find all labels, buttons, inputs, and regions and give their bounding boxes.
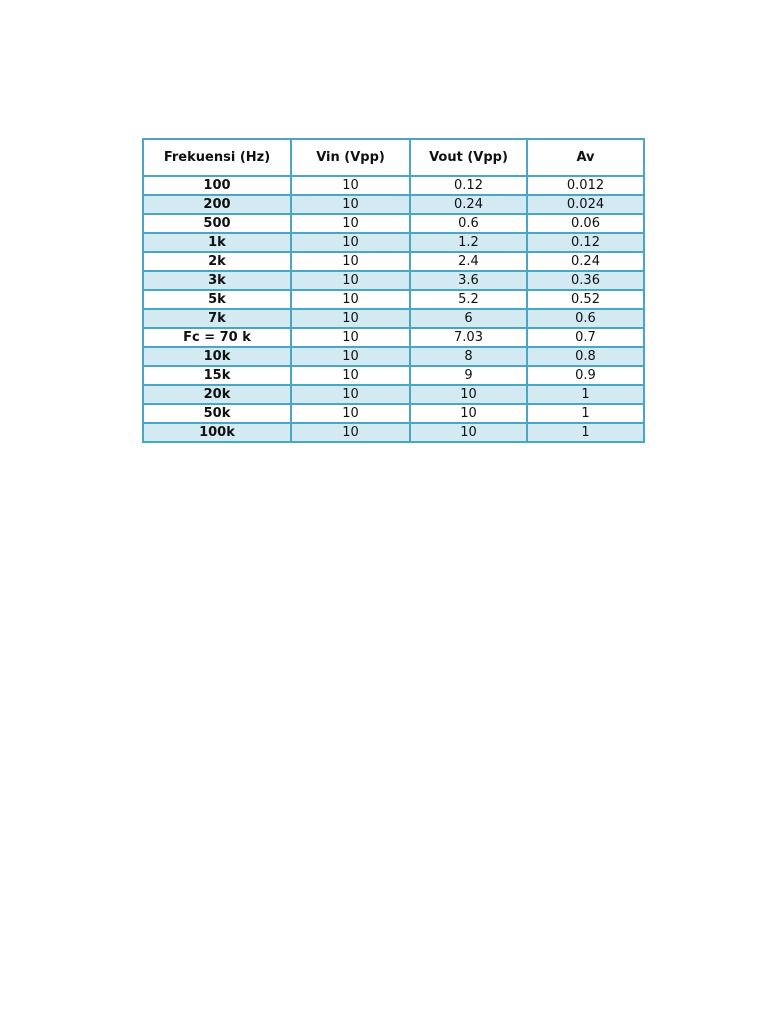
cell-vin: 10 [291,309,410,328]
header-av: Av [527,139,644,176]
cell-av: 1 [527,385,644,404]
cell-av: 0.6 [527,309,644,328]
cell-vin: 10 [291,423,410,442]
cell-vin: 10 [291,290,410,309]
cell-frekuensi: 7k [143,309,291,328]
table-row [143,271,644,290]
cell-av: 0.36 [527,271,644,290]
cell-frekuensi: 100 [143,176,291,195]
cell-vin: 10 [291,328,410,347]
cell-av: 0.52 [527,290,644,309]
cell-vout: 0.24 [410,195,527,214]
header-vout: Vout (Vpp) [410,139,527,176]
cell-frekuensi: 200 [143,195,291,214]
table-row [143,385,644,404]
table-row [143,366,644,385]
table-row [143,423,644,442]
header-frekuensi: Frekuensi (Hz) [143,139,291,176]
cell-vin: 10 [291,347,410,366]
cell-vin: 10 [291,252,410,271]
cell-frekuensi: 15k [143,366,291,385]
cell-av: 0.8 [527,347,644,366]
cell-frekuensi: 2k [143,252,291,271]
cell-vin: 10 [291,366,410,385]
cell-frekuensi: 5k [143,290,291,309]
cell-av: 0.12 [527,233,644,252]
cell-frekuensi: 20k [143,385,291,404]
cell-frekuensi: 1k [143,233,291,252]
cell-frekuensi: 50k [143,404,291,423]
cell-av: 0.9 [527,366,644,385]
cell-av: 0.7 [527,328,644,347]
table-row [143,309,644,328]
table-row [143,195,644,214]
table-row [143,214,644,233]
header-vin: Vin (Vpp) [291,139,410,176]
cell-vout: 0.12 [410,176,527,195]
cell-vout: 10 [410,423,527,442]
cell-vin: 10 [291,404,410,423]
table-row [143,347,644,366]
cell-av: 0.024 [527,195,644,214]
cell-vout: 10 [410,385,527,404]
cell-av: 1 [527,423,644,442]
cell-av: 0.012 [527,176,644,195]
table-header-row [143,139,644,176]
cell-vin: 10 [291,385,410,404]
cell-vout: 10 [410,404,527,423]
cell-frekuensi: 100k [143,423,291,442]
table-row [143,176,644,195]
cell-vout: 7.03 [410,328,527,347]
cell-av: 0.06 [527,214,644,233]
cell-vout: 1.2 [410,233,527,252]
frequency-response-table [142,138,645,443]
cell-frekuensi: 3k [143,271,291,290]
cell-frekuensi: 10k [143,347,291,366]
cell-vout: 5.2 [410,290,527,309]
cell-vout: 3.6 [410,271,527,290]
cell-vin: 10 [291,214,410,233]
table-row-cutoff [143,328,644,347]
cell-vin: 10 [291,195,410,214]
cell-av: 1 [527,404,644,423]
cell-vout: 8 [410,347,527,366]
cell-frekuensi: Fc = 70 k [143,328,291,347]
table-row [143,404,644,423]
cell-vin: 10 [291,271,410,290]
cell-vin: 10 [291,176,410,195]
table-row [143,252,644,271]
cell-av: 0.24 [527,252,644,271]
cell-vout: 9 [410,366,527,385]
table-row [143,290,644,309]
cell-vout: 6 [410,309,527,328]
table-row [143,233,644,252]
cell-frekuensi: 500 [143,214,291,233]
cell-vin: 10 [291,233,410,252]
cell-vout: 0.6 [410,214,527,233]
cell-vout: 2.4 [410,252,527,271]
